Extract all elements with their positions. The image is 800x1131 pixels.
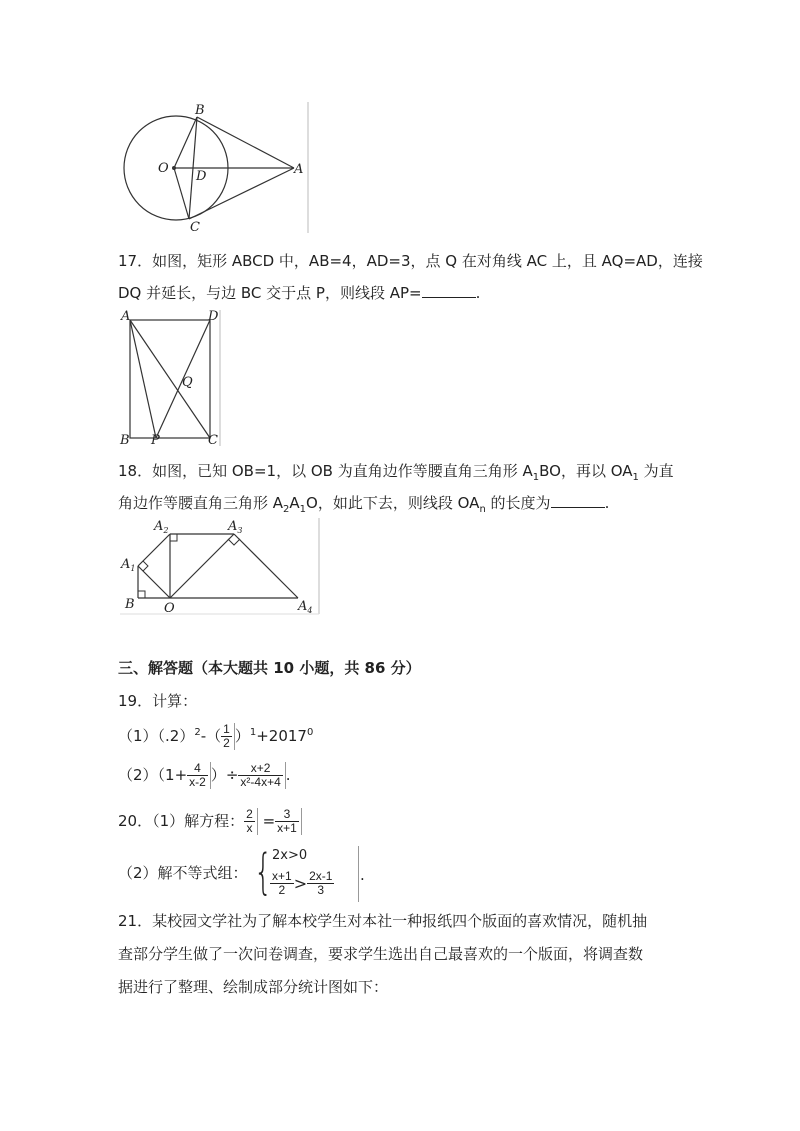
q20-p1-eq: = xyxy=(257,812,276,830)
q18-sub: 1 xyxy=(532,472,540,483)
q20-p1-prefix: 20．（1）解方程： xyxy=(118,812,245,830)
q20-p2-end: . xyxy=(360,866,365,884)
q21-line3: 据进行了整理、绘制成部分统计图如下： xyxy=(118,978,389,996)
segment-oc xyxy=(174,168,189,219)
q18-line1 xyxy=(118,460,674,483)
label-b: B xyxy=(125,597,135,612)
segment-a3o xyxy=(170,534,234,598)
q21-line1: 21．某校园文学社为了解本校学生对本社一种报纸四个版面的喜欢情况，随机抽 xyxy=(118,912,648,930)
q18-text-a: 角边作等腰直角三角形 A xyxy=(118,494,284,512)
q19-p1-close: ） xyxy=(234,727,250,745)
figure-triangles xyxy=(118,516,323,616)
q19-p2-prefix: （2）（1+ xyxy=(118,766,188,784)
answer-blank xyxy=(422,285,476,298)
fraction: $\frac{3}{x+1}$ xyxy=(275,808,302,835)
label-a4: $A_4$ xyxy=(298,599,313,615)
label-a1: $A_1$ xyxy=(121,557,136,573)
q18-line2 xyxy=(118,492,609,515)
q18-text-a: 18．如图，已知 OB=1，以 OB 为直角边作等腰直角三角形 A xyxy=(118,462,533,480)
q19-part1 xyxy=(118,718,313,751)
label-o: O xyxy=(164,601,175,616)
q18-text-d: 的长度为 xyxy=(485,494,551,512)
q17-line2-text: DQ 并延长，与边 BC 交于点 P，则线段 AP= xyxy=(118,284,422,302)
label-a: A xyxy=(121,309,131,324)
label-a3: $A_3$ xyxy=(228,519,243,535)
section-heading: 三、解答题（本大题共 10 小题，共 86 分） xyxy=(118,659,421,677)
q19-p1-prefix: （1）（.2） xyxy=(118,727,195,745)
q17-line1: 17．如图，矩形 ABCD 中，AB=4，AD=3，点 Q 在对角线 AC 上，且 AQ=AD，连接 xyxy=(118,252,703,270)
q17-line2-end: . xyxy=(475,284,481,302)
q18-text-b: A xyxy=(289,494,300,512)
inequality-1: 2x>0 xyxy=(272,848,308,863)
q21-line2: 查部分学生做了一次问卷调查，要求学生选出自己最喜欢的一个版面，将调查数 xyxy=(118,945,644,963)
q19-p1-mid: -（ xyxy=(200,727,222,745)
fraction: $\frac{2}{x}$ xyxy=(244,808,258,835)
q18-end: . xyxy=(604,494,610,512)
diagonal-ac xyxy=(130,320,210,438)
q19-part2 xyxy=(118,760,291,790)
segment-ap xyxy=(130,320,156,438)
figure-rectangle xyxy=(118,308,223,448)
q17-line2 xyxy=(118,282,480,303)
fraction: $\frac{4}{x-2}$ xyxy=(187,762,211,789)
q20-p2-prefix: （2）解不等式组： xyxy=(118,864,248,882)
right-angle-a3 xyxy=(228,539,240,545)
label-a: A xyxy=(294,162,304,177)
label-a2: $A_2$ xyxy=(154,519,169,535)
fraction: $\frac{x+2}{\text{x²-4x+4}}$ xyxy=(238,762,285,789)
right-angle-b xyxy=(138,591,145,598)
label-p: P xyxy=(151,433,160,448)
label-b: B xyxy=(120,433,130,448)
exponent: 0 xyxy=(306,727,314,738)
label-d: D xyxy=(208,309,219,324)
q20-part1 xyxy=(118,806,302,836)
label-o: O xyxy=(158,161,169,176)
fraction: $\frac{1}{2}$ xyxy=(221,723,235,750)
answer-blank xyxy=(551,495,605,508)
q18-sub: 1 xyxy=(299,504,307,515)
q18-text-b: BO，再以 OA xyxy=(539,462,633,480)
q19-p2-mid: ）÷ xyxy=(210,766,239,784)
label-c: C xyxy=(190,220,200,235)
fraction: $\frac{x+1}{2}$ xyxy=(272,869,292,897)
q19-p1-tail: +2017 xyxy=(256,727,307,745)
fraction: $\frac{2x-1}{3}$ xyxy=(309,869,333,897)
q18-text-c: O，如此下去，则线段 OA xyxy=(306,494,480,512)
label-c: C xyxy=(208,433,218,448)
q18-text-c: 为直 xyxy=(638,462,674,480)
q18-sub: 1 xyxy=(632,472,639,483)
exponent: 2 xyxy=(194,727,201,738)
gt-sign: > xyxy=(293,874,308,893)
q18-sub: n xyxy=(479,504,486,515)
figure-circle xyxy=(118,100,313,235)
exponent: 1 xyxy=(249,727,257,738)
label-b: B xyxy=(195,103,205,118)
segment-a3a4 xyxy=(234,534,298,598)
brace: { xyxy=(254,844,273,900)
inequality-system xyxy=(254,846,359,902)
q18-sub: 2 xyxy=(283,504,290,515)
right-angle-a2 xyxy=(170,534,177,541)
right-angle-a1 xyxy=(143,561,148,571)
inequality-2 xyxy=(270,870,334,897)
label-d: D xyxy=(196,169,207,184)
q19-p2-end: . xyxy=(285,766,291,784)
q19-title: 19．计算： xyxy=(118,692,198,710)
segment-ba xyxy=(197,117,294,168)
label-q: Q xyxy=(182,375,193,390)
